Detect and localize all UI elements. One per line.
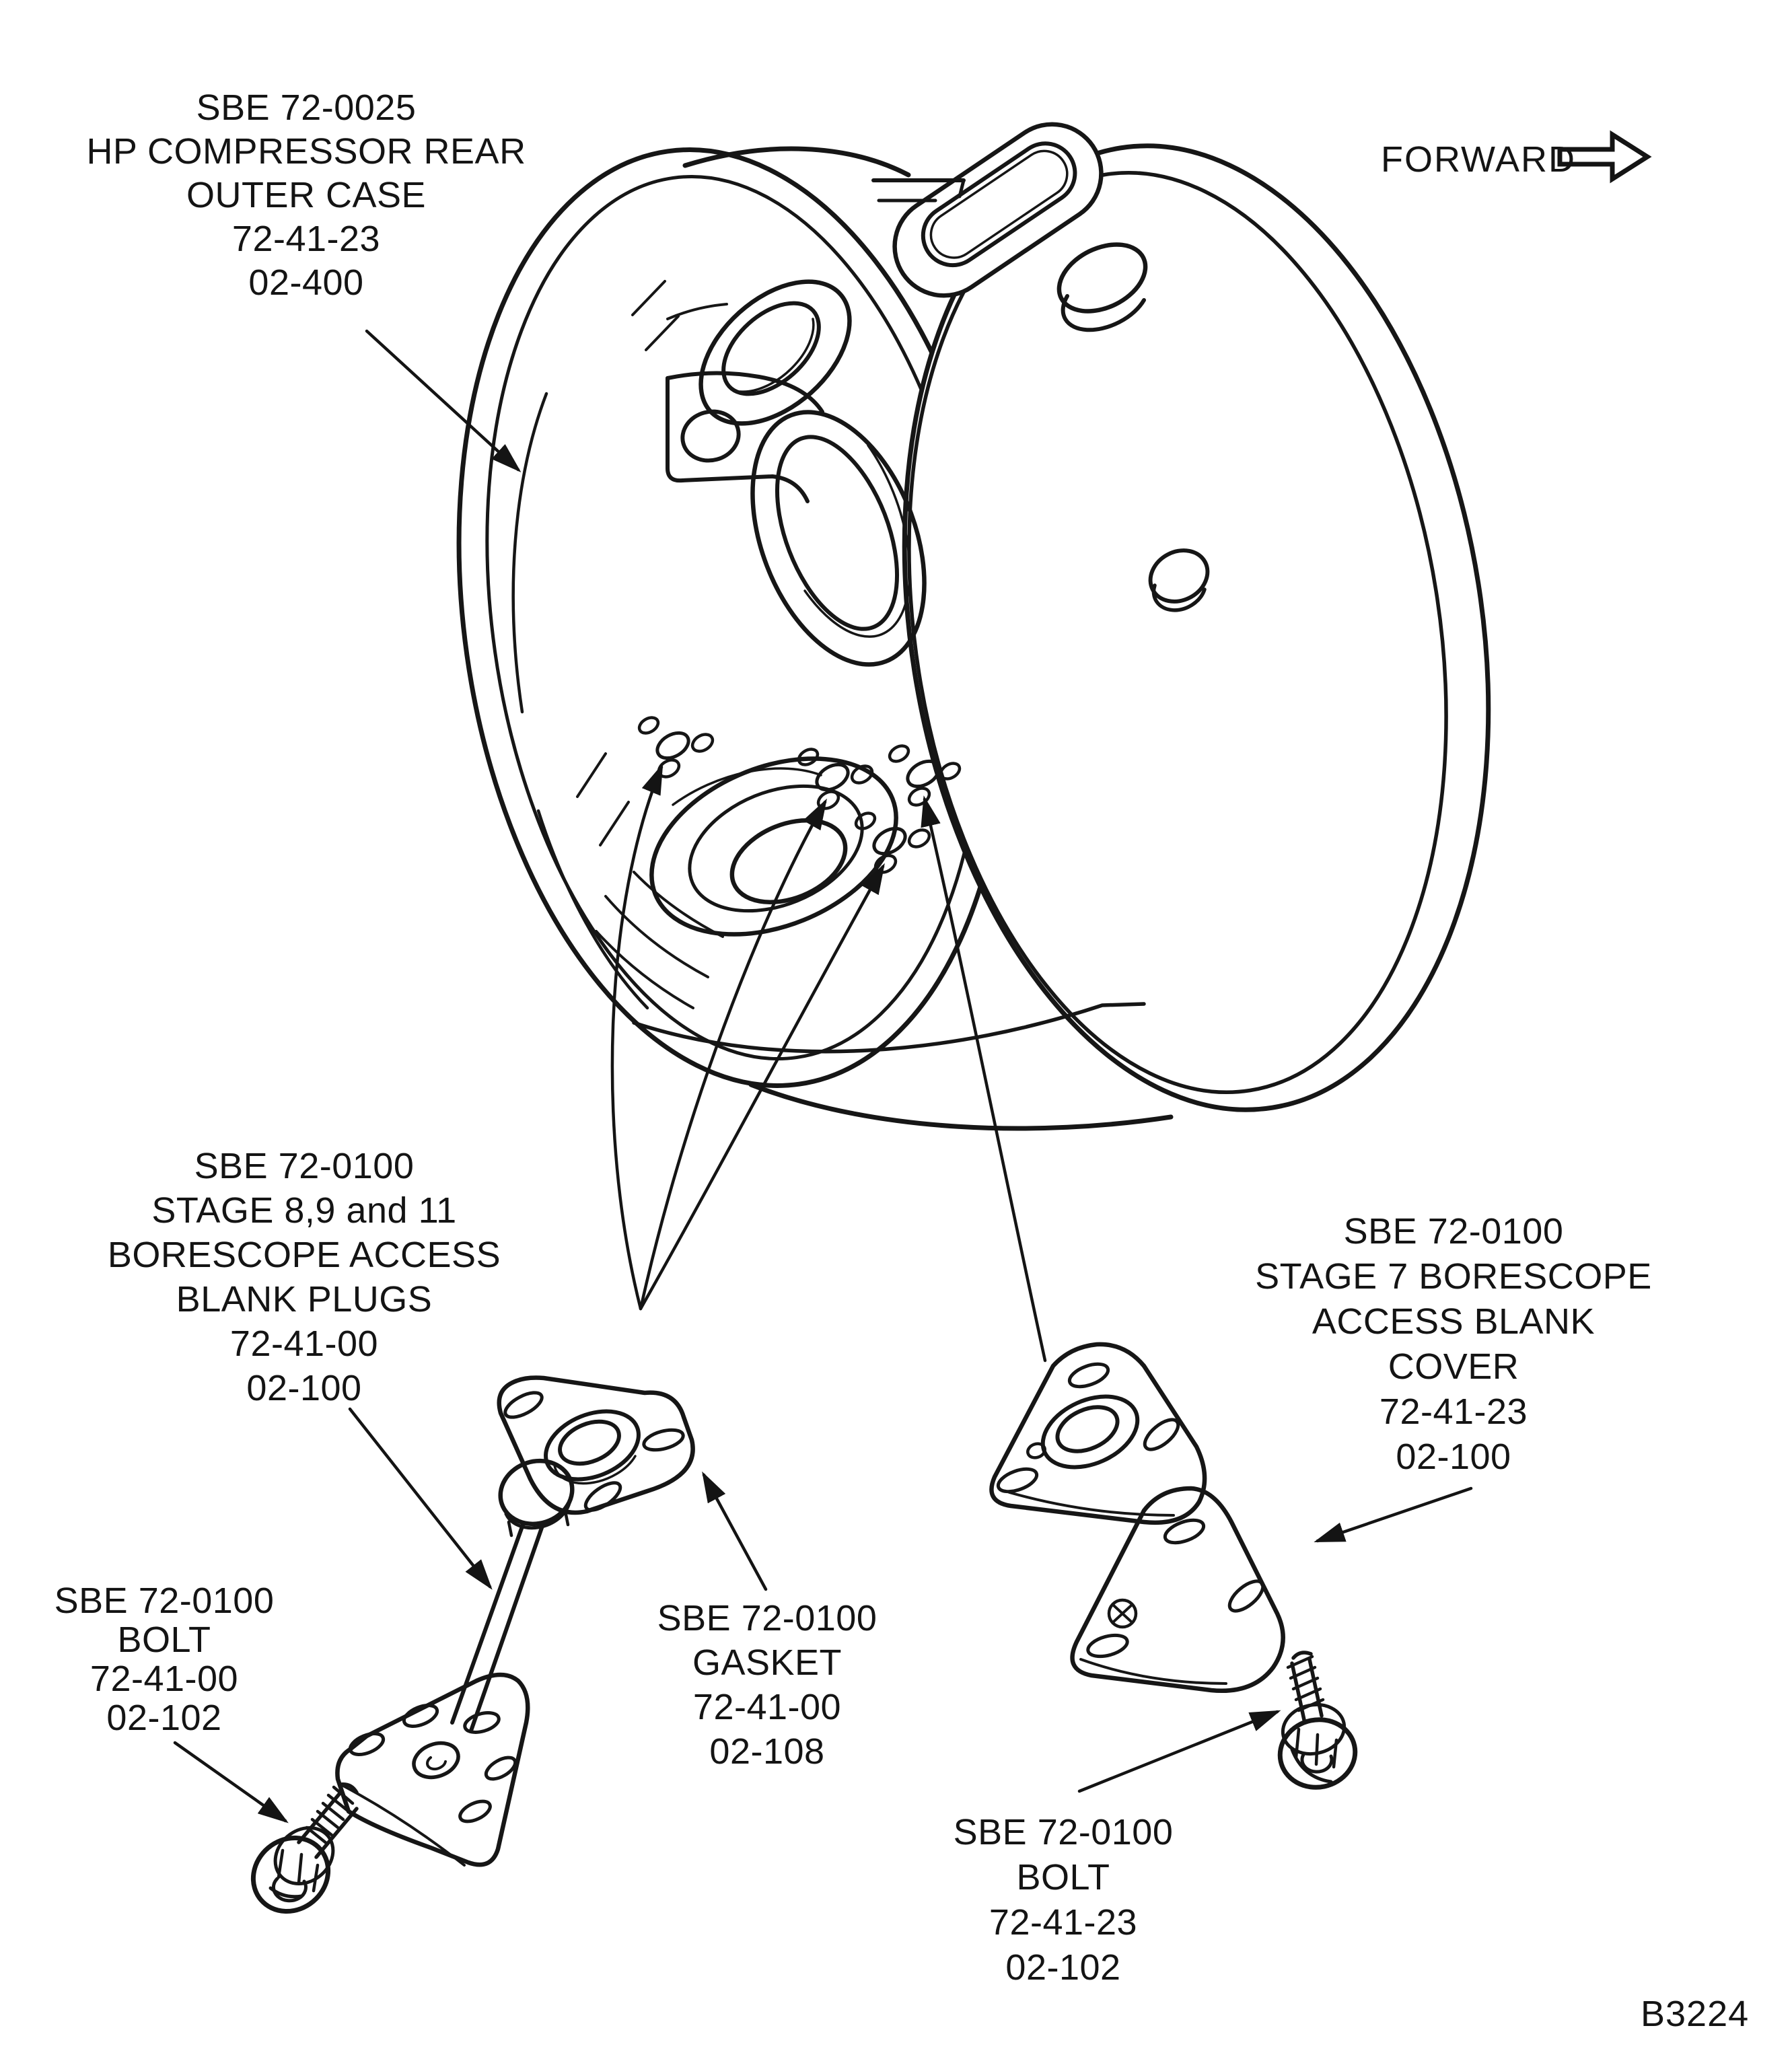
label-line: 72-41-23: [231, 219, 381, 259]
label-line: 72-41-00: [229, 1324, 379, 1364]
bolt-left-label: [55, 1581, 275, 1737]
leader-bolt-right: [1079, 1712, 1277, 1791]
figure-code: B3224: [1641, 1994, 1750, 2034]
label-line: 02-400: [248, 262, 364, 303]
label-line: STAGE 8,9 and 11: [151, 1190, 457, 1231]
label-line: COVER: [1388, 1346, 1519, 1387]
label-line: BOLT: [1016, 1857, 1110, 1897]
stage7-cover-label: [1255, 1209, 1652, 1480]
blank-plug-part: [337, 1452, 580, 1865]
label-line: SBE 72-0100: [657, 1598, 877, 1638]
bolt-left-part: [238, 1784, 357, 1926]
label-line: 02-100: [1396, 1437, 1511, 1477]
label-line: ACCESS BLANK: [1312, 1301, 1596, 1342]
label-line: OUTER CASE: [186, 175, 427, 215]
label-line: BOLT: [117, 1620, 211, 1660]
stage7-gasket-part: [991, 1344, 1205, 1523]
label-line: SBE 72-0100: [54, 1581, 275, 1621]
label-line: SBE 72-0025: [196, 87, 417, 128]
label-line: 02-108: [709, 1731, 825, 1772]
label-line: 72-41-00: [89, 1659, 239, 1699]
bolt-right-label: [954, 1810, 1174, 1990]
label-line: BLANK PLUGS: [176, 1279, 433, 1319]
label-line: 72-41-23: [1379, 1391, 1528, 1432]
case-bottom-silhouette: [751, 1085, 1171, 1128]
outer-case-label: [86, 86, 526, 305]
label-line: 02-100: [246, 1368, 362, 1408]
leader-cover: [1318, 1488, 1471, 1541]
oval-ring-boss: [674, 254, 876, 451]
forward-label: FORWARD: [1381, 139, 1576, 180]
hole-cluster-stage9: [796, 746, 875, 812]
label-line: 02-102: [1005, 1947, 1121, 1988]
blank-plugs-label: [108, 1144, 501, 1410]
label-line: SBE 72-0100: [1343, 1211, 1564, 1252]
label-line: BORESCOPE ACCESS: [107, 1235, 501, 1275]
label-line: 72-41-23: [989, 1902, 1138, 1943]
label-line: 02-102: [106, 1698, 222, 1738]
leader-bolt-left: [175, 1743, 285, 1821]
label-line: 72-41-00: [692, 1687, 842, 1727]
label-line: HP COMPRESSOR REAR: [86, 131, 526, 172]
label-line: SBE 72-0100: [953, 1812, 1174, 1852]
leader-gasket: [704, 1475, 766, 1589]
leader-outer-case: [367, 331, 518, 470]
compressor-case-drawing: [401, 104, 1554, 1153]
label-line: STAGE 7 BORESCOPE: [1255, 1256, 1652, 1297]
label-line: SBE 72-0100: [194, 1146, 415, 1186]
bolt-right-part: [1274, 1653, 1361, 1795]
leader-plug-part: [350, 1409, 490, 1587]
gasket-label: [657, 1596, 877, 1774]
label-line: GASKET: [692, 1642, 843, 1683]
hole-cluster-stage8: [637, 715, 715, 781]
